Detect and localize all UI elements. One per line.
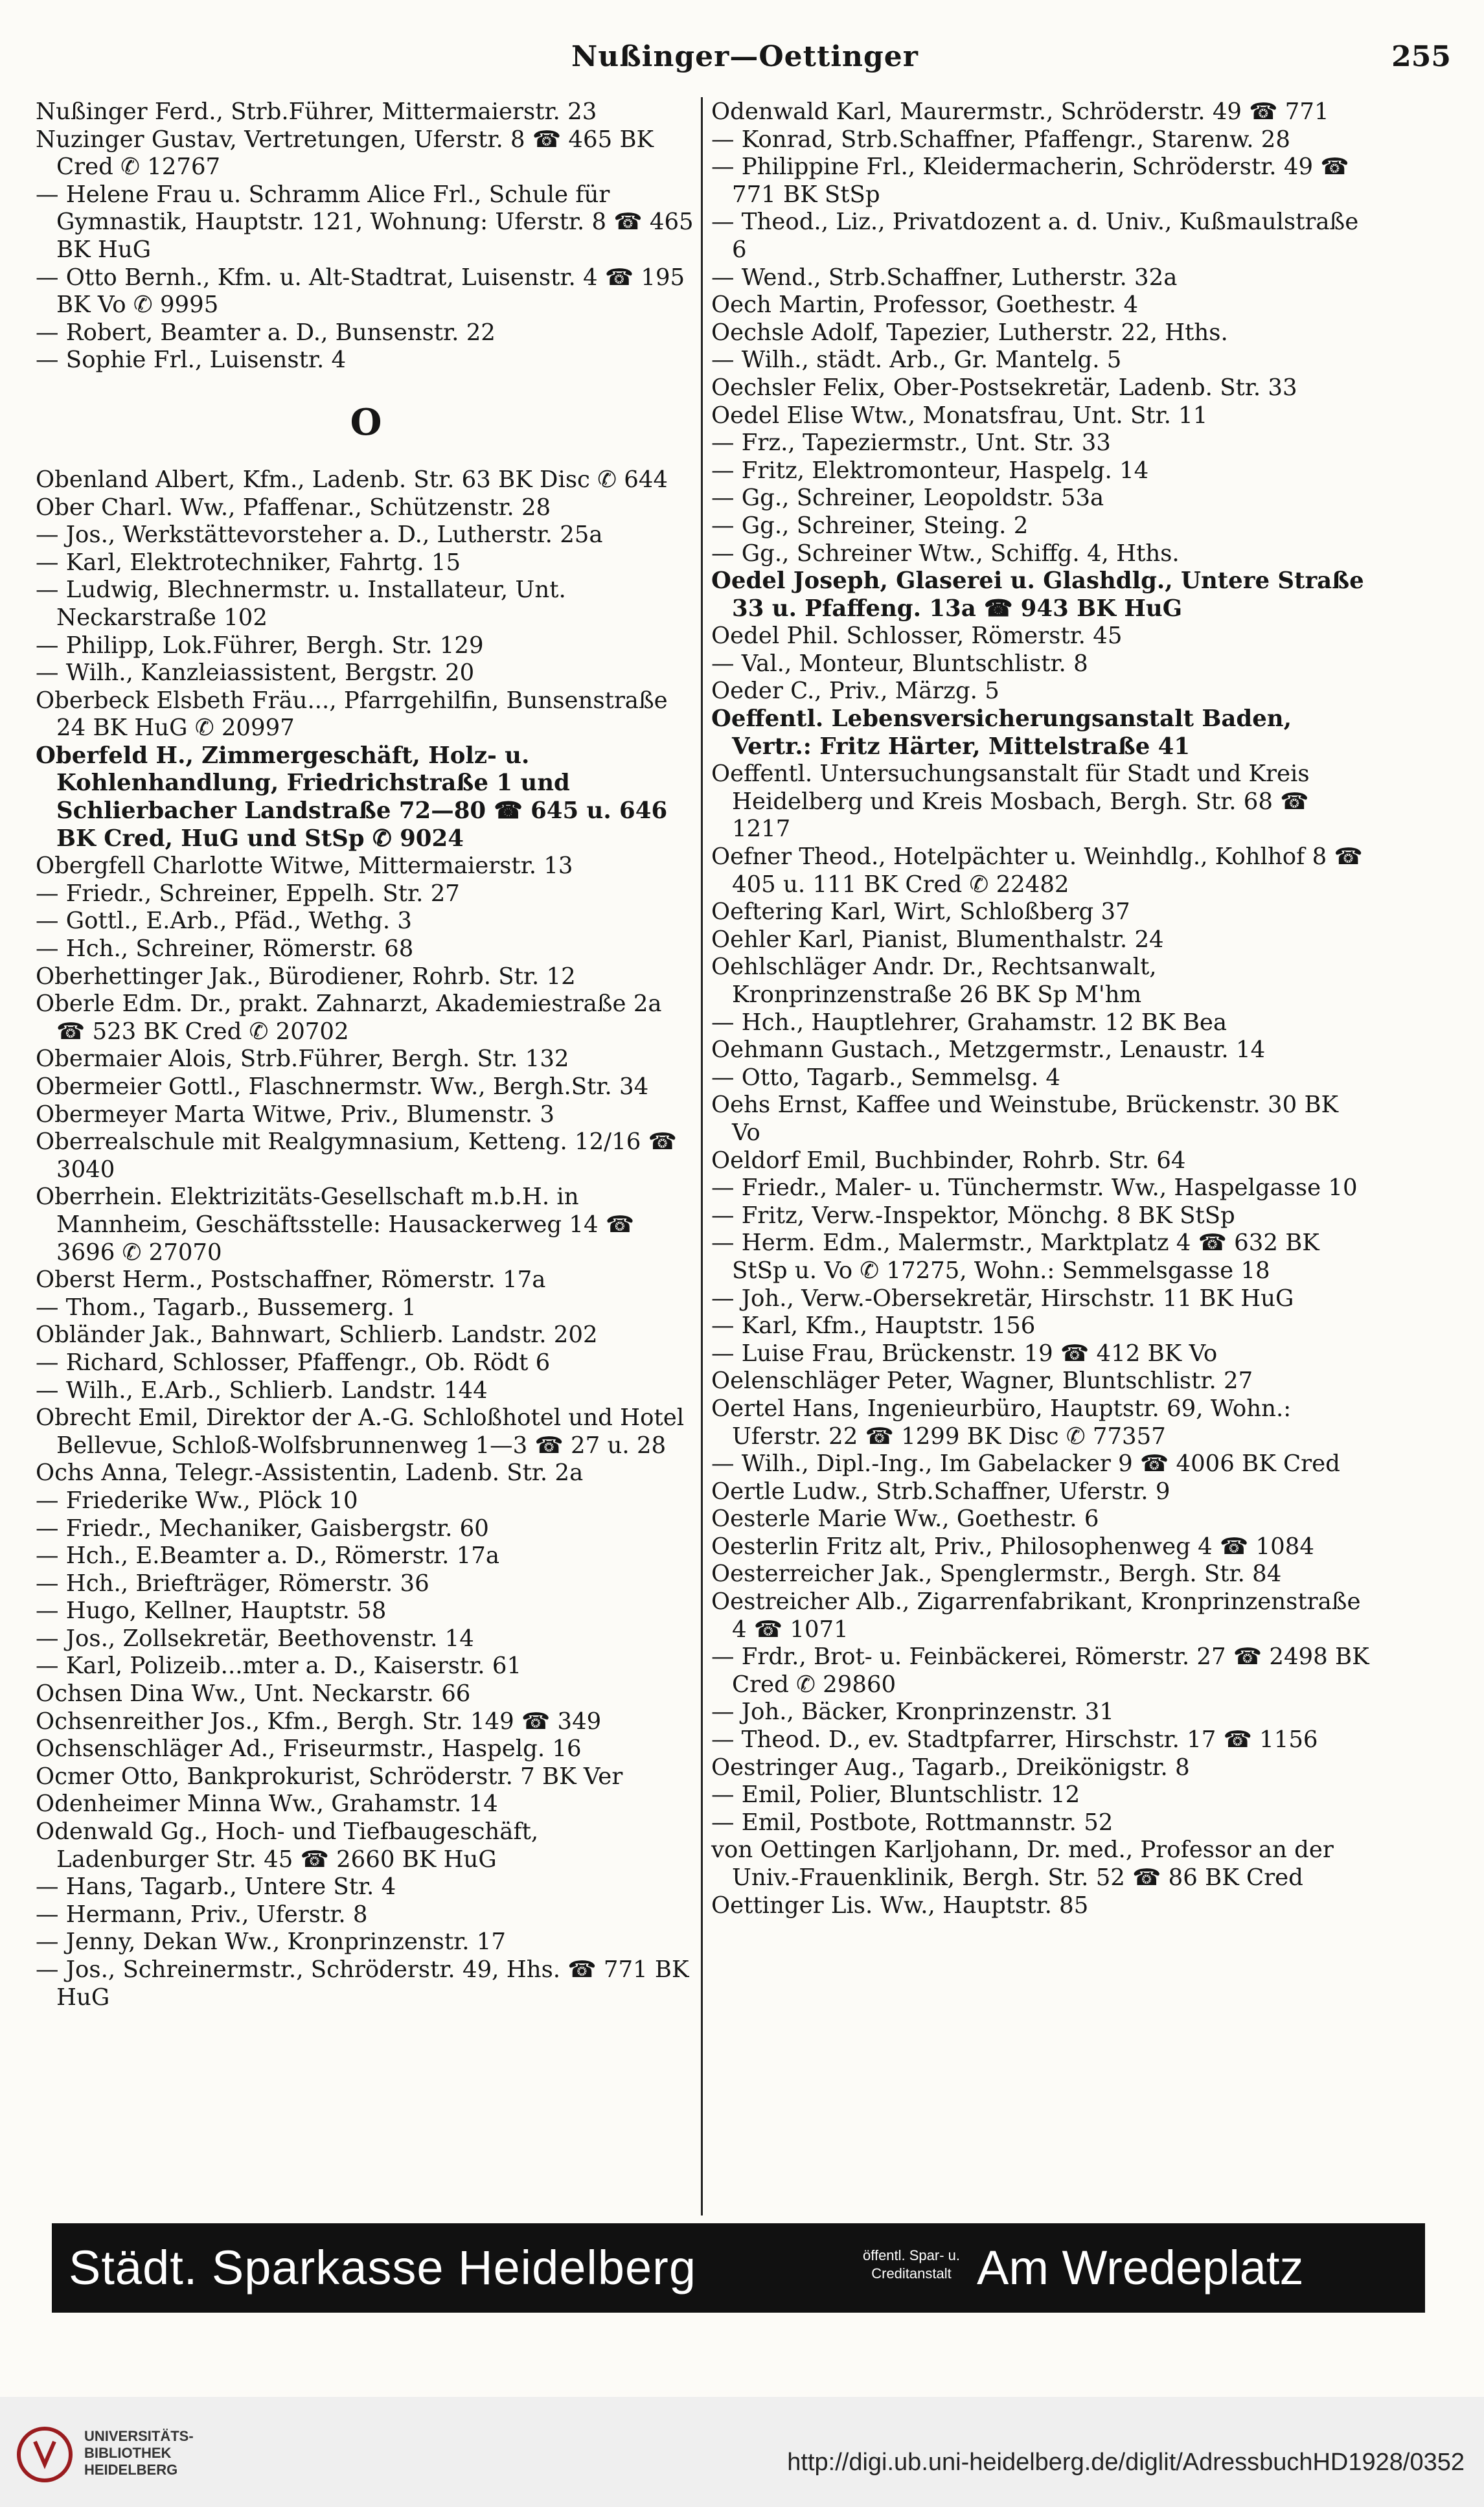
library-name: [84, 2428, 194, 2478]
directory-entry: Oertel Hans, Ingenieurbüro, Hauptstr. 69, Wohn.: Uferstr. 22 ☎ 1299 BK Disc ✆ 77357: [711, 1395, 1292, 1450]
directory-entry: Obländer Jak., Bahnwart, Schlierb. Landstr. 202: [36, 1322, 598, 1349]
directory-entry: Oberle Edm. Dr., prakt. Zahnarzt, Akademiestraße 2a ☎ 523 BK Cred ✆ 20702: [36, 990, 662, 1045]
directory-entry: — Emil, Postbote, Rottmannstr. 52: [711, 1809, 1113, 1836]
directory-entry: Oehs Ernst, Kaffee und Weinstube, Brückenstr. 30 BK Vo: [711, 1092, 1339, 1146]
directory-entry: Ober Charl. Ww., Pfaffenar., Schützenstr. 28: [36, 494, 551, 521]
directory-entry: — Hugo, Kellner, Hauptstr. 58: [36, 1597, 387, 1625]
directory-entry: — Konrad, Strb.Schaffner, Pfaffengr., Starenw. 28: [711, 126, 1290, 153]
university-seal-icon: [16, 2425, 74, 2484]
directory-entry: — Helene Frau u. Schramm Alice Frl., Schule für Gymnastik, Hauptstr. 121, Wohnung: Uferstr. 8 ☎ 465 BK HuG: [36, 181, 694, 263]
directory-entry: Ocmer Otto, Bankprokurist, Schröderstr. 7 BK Ver: [36, 1763, 623, 1790]
directory-entry: Oberhettinger Jak., Bürodiener, Rohrb. Str. 12: [36, 963, 576, 990]
directory-entry: — Wilh., E.Arb., Schlierb. Landstr. 144: [36, 1377, 488, 1404]
directory-entry: — Sophie Frl., Luisenstr. 4: [36, 347, 347, 374]
directory-entry: — Karl, Elektrotechniker, Fahrtg. 15: [36, 549, 461, 576]
directory-entry: Oechsler Felix, Ober-Postsekretär, Ladenb. Str. 33: [711, 374, 1297, 401]
directory-entry: Obergfell Charlotte Witwe, Mittermaierstr. 13: [36, 853, 573, 880]
directory-entry: — Gg., Schreiner Wtw., Schiffg. 4, Hths.: [711, 540, 1180, 567]
directory-entry: — Wilh., städt. Arb., Gr. Mantelg. 5: [711, 347, 1122, 374]
directory-entry: — Gg., Schreiner, Leopoldstr. 53a: [711, 485, 1104, 512]
directory-entry: von Oettingen Karljohann, Dr. med., Professor an der Univ.-Frauenklinik, Bergh. Str. 52 ☎ 86 BK Cred: [711, 1837, 1334, 1891]
directory-entry: — Wilh., Dipl.-Ing., Im Gabelacker 9 ☎ 4006 BK Cred: [711, 1450, 1340, 1478]
directory-entry: — Philippine Frl., Kleidermacherin, Schröderstr. 49 ☎ 771 BK StSp: [711, 154, 1349, 208]
directory-entry: — Philipp, Lok.Führer, Bergh. Str. 129: [36, 632, 484, 659]
directory-entry: Oefner Theod., Hotelpächter u. Weinhdlg., Kohlhof 8 ☎ 405 u. 111 BK Cred ✆ 22482: [711, 843, 1363, 898]
directory-entry: Oech Martin, Professor, Goethestr. 4: [711, 292, 1139, 319]
directory-entry: — Friederike Ww., Plöck 10: [36, 1487, 358, 1514]
directory-entry: — Joh., Verw.-Obersekretär, Hirschstr. 11 BK HuG: [711, 1285, 1294, 1312]
directory-entry: Obermeier Gottl., Flaschnermstr. Ww., Bergh.Str. 34: [36, 1073, 649, 1100]
source-url-link[interactable]: http://digi.ub.uni-heidelberg.de/diglit/AdressbuchHD1928/0352: [787, 2449, 1465, 2476]
directory-entry: — Hch., E.Beamter a. D., Römerstr. 17a: [36, 1542, 499, 1570]
directory-entry: Ochsen Dina Ww., Unt. Neckarstr. 66: [36, 1680, 471, 1708]
directory-entry: — Val., Monteur, Bluntschlistr. 8: [711, 650, 1088, 677]
directory-entry: Oberrhein. Elektrizitäts-Gesellschaft m.b.H. in Mannheim, Geschäftsstelle: Hausackerweg 14 ☎ 3696 ✆ 27070: [36, 1184, 635, 1266]
directory-entry: Oehlschläger Andr. Dr., Rechtsanwalt, Kronprinzenstraße 26 BK Sp M'hm: [711, 954, 1157, 1008]
digitization-footer: [0, 2397, 1484, 2507]
directory-entry: — Frdr., Brot- u. Feinbäckerei, Römerstr. 27 ☎ 2498 BK Cred ✆ 29860: [711, 1643, 1369, 1698]
directory-entry: Oeder C., Priv., Märzg. 5: [711, 678, 999, 705]
banner-subtitle-line: öffentl. Spar- u.: [863, 2247, 961, 2263]
directory-entry: — Emil, Polier, Bluntschlistr. 12: [711, 1781, 1080, 1809]
directory-entry: Odenheimer Minna Ww., Grahamstr. 14: [36, 1791, 498, 1818]
directory-entry: Oeffentl. Lebensversicherungsanstalt Baden, Vertr.: Fritz Härter, Mittelstraße 41: [711, 705, 1292, 760]
directory-entry: — Otto Bernh., Kfm. u. Alt-Stadtrat, Luisenstr. 4 ☎ 195 BK Vo ✆ 9995: [36, 264, 685, 319]
directory-entry: Obermaier Alois, Strb.Führer, Bergh. Str. 132: [36, 1046, 569, 1073]
directory-entry: — Jos., Zollsekretär, Beethovenstr. 14: [36, 1625, 474, 1652]
directory-entry: Obermeyer Marta Witwe, Priv., Blumenstr. 3: [36, 1101, 554, 1128]
banner-subtitle-line: Creditanstalt: [871, 2265, 952, 2282]
banner-address: Am Wredeplatz: [977, 2241, 1304, 2295]
directory-entry: Oeldorf Emil, Buchbinder, Rohrb. Str. 64: [711, 1147, 1186, 1174]
directory-entry: Oedel Joseph, Glaserei u. Glashdlg., Untere Straße 33 u. Pfaffeng. 13a ☎ 943 BK HuG: [711, 567, 1364, 622]
directory-entry: — Jenny, Dekan Ww., Kronprinzenstr. 17: [36, 1929, 506, 1956]
directory-entry: Oettinger Lis. Ww., Hauptstr. 85: [711, 1892, 1089, 1919]
directory-entry: — Richard, Schlosser, Pfaffengr., Ob. Rödt 6: [36, 1349, 551, 1376]
directory-entry: — Friedr., Maler- u. Tünchermstr. Ww., Haspelgasse 10: [711, 1174, 1358, 1202]
column-divider: [701, 97, 703, 2215]
directory-entry: Oeffentl. Untersuchungsanstalt für Stadt und Kreis Heidelberg und Kreis Mosbach, Bergh. Str. 68 ☎ 1217: [711, 761, 1310, 843]
directory-entry: Ochsenschläger Ad., Friseurmstr., Haspelg. 16: [36, 1735, 582, 1763]
directory-entry: — Karl, Kfm., Hauptstr. 156: [711, 1312, 1036, 1340]
directory-entry: Oertle Ludw., Strb.Schaffner, Uferstr. 9: [711, 1478, 1170, 1505]
directory-entry: — Gottl., E.Arb., Pfäd., Wethg. 3: [36, 908, 413, 935]
directory-entry: — Gg., Schreiner, Steing. 2: [711, 512, 1029, 539]
directory-entry: Oestreicher Alb., Zigarrenfabrikant, Kronprinzenstraße 4 ☎ 1071: [711, 1588, 1361, 1643]
directory-entry: Ochsenreither Jos., Kfm., Bergh. Str. 149 ☎ 349: [36, 1708, 602, 1735]
directory-entry: — Friedr., Schreiner, Eppelh. Str. 27: [36, 880, 460, 907]
right-column: [711, 98, 1372, 1919]
page-header: [39, 40, 1451, 86]
directory-entry: — Wilh., Kanzleiassistent, Bergstr. 20: [36, 659, 475, 687]
directory-entry: — Frz., Tapeziermstr., Unt. Str. 33: [711, 429, 1111, 457]
directory-entry: — Jos., Werkstättevorsteher a. D., Lutherstr. 25a: [36, 521, 603, 549]
directory-entry: — Wend., Strb.Schaffner, Lutherstr. 32a: [711, 264, 1178, 291]
directory-entry: Oedel Elise Wtw., Monatsfrau, Unt. Str. 11: [711, 402, 1208, 429]
directory-entry: — Fritz, Elektromonteur, Haspelg. 14: [711, 457, 1149, 484]
library-name-line: HEIDELBERG: [84, 2462, 178, 2478]
directory-entry: Oeftering Karl, Wirt, Schloßberg 37: [711, 899, 1130, 926]
directory-entry: — Herm. Edm., Malermstr., Marktplatz 4 ☎ 632 BK StSp u. Vo ✆ 17275, Wohn.: Semmelsgasse 18: [711, 1230, 1319, 1284]
directory-entry: — Joh., Bäcker, Kronprinzenstr. 31: [711, 1699, 1114, 1726]
page-number: 255: [1391, 40, 1451, 73]
directory-entry: — Otto, Tagarb., Semmelsg. 4: [711, 1064, 1061, 1091]
directory-entry: Odenwald Gg., Hoch- und Tiefbaugeschäft, Ladenburger Str. 45 ☎ 2660 BK HuG: [36, 1818, 539, 1873]
directory-entry: Nußinger Ferd., Strb.Führer, Mittermaierstr. 23: [36, 98, 597, 125]
banner-subtitle: [863, 2247, 960, 2283]
directory-entry: — Fritz, Verw.-Inspektor, Mönchg. 8 BK StSp: [711, 1202, 1235, 1229]
library-name-line: UNIVERSITÄTS-: [84, 2428, 194, 2444]
directory-entry: Oelenschläger Peter, Wagner, Bluntschlistr. 27: [711, 1368, 1253, 1395]
directory-entry: Oberst Herm., Postschaffner, Römerstr. 17a: [36, 1266, 546, 1294]
library-name-line: BIBLIOTHEK: [84, 2445, 172, 2461]
directory-entry: — Ludwig, Blechnermstr. u. Installateur, Unt. Neckarstraße 102: [36, 577, 566, 631]
directory-entry: Oberbeck Elsbeth Fräu..., Pfarrgehilfin, Bunsenstraße 24 BK HuG ✆ 20997: [36, 687, 668, 742]
directory-entry: Oestringer Aug., Tagarb., Dreikönigstr. 8: [711, 1754, 1190, 1781]
directory-entry: Oehmann Gustach., Metzgermstr., Lenaustr. 14: [711, 1036, 1266, 1064]
directory-entry: — Theod. D., ev. Stadtpfarrer, Hirschstr. 17 ☎ 1156: [711, 1726, 1318, 1754]
directory-entry: Ochs Anna, Telegr.-Assistentin, Ladenb. Str. 2a: [36, 1460, 584, 1487]
sparkasse-advertisement-banner: [52, 2223, 1425, 2313]
directory-entry: — Robert, Beamter a. D., Bunsenstr. 22: [36, 319, 496, 346]
directory-entry: Nuzinger Gustav, Vertretungen, Uferstr. 8 ☎ 465 BK Cred ✆ 12767: [36, 126, 654, 181]
directory-entry: — Hch., Briefträger, Römerstr. 36: [36, 1570, 429, 1597]
directory-entry: — Hch., Schreiner, Römerstr. 68: [36, 935, 414, 963]
directory-entry: — Luise Frau, Brückenstr. 19 ☎ 412 BK Vo: [711, 1340, 1218, 1367]
directory-entry: — Hans, Tagarb., Untere Str. 4: [36, 1873, 396, 1901]
page-title: Nußinger—Oettinger: [571, 40, 919, 73]
directory-entry: Oesterreicher Jak., Spenglermstr., Bergh. Str. 84: [711, 1561, 1282, 1588]
section-letter-heading: O: [350, 400, 382, 444]
directory-entry: Obrecht Emil, Direktor der A.-G. Schloßhotel und Hotel Bellevue, Schloß-Wolfsbrunnenweg 1—3 ☎ 27 u. 28: [36, 1404, 685, 1459]
directory-entry: Oesterle Marie Ww., Goethestr. 6: [711, 1505, 1099, 1533]
banner-bank-name: Städt. Sparkasse Heidelberg: [69, 2241, 696, 2295]
directory-entry: Oesterlin Fritz alt, Priv., Philosophenweg 4 ☎ 1084: [711, 1533, 1314, 1560]
directory-entry: — Jos., Schreinermstr., Schröderstr. 49, Hhs. ☎ 771 BK HuG: [36, 1956, 689, 2011]
directory-entry: Oberrealschule mit Realgymnasium, Ketteng. 12/16 ☎ 3040: [36, 1128, 677, 1183]
directory-entry: — Hermann, Priv., Uferstr. 8: [36, 1901, 368, 1928]
directory-entry: Obenland Albert, Kfm., Ladenb. Str. 63 BK Disc ✆ 644: [36, 466, 668, 493]
directory-entry: Oehler Karl, Pianist, Blumenthalstr. 24: [711, 926, 1164, 953]
directory-entry: — Karl, Polizeib...mter a. D., Kaiserstr. 61: [36, 1653, 522, 1680]
directory-entry: Oberfeld H., Zimmergeschäft, Holz- u. Kohlenhandlung, Friedrichstraße 1 und Schlierbacher Landstraße 72—80 ☎ 645 u. 646 BK Cred, HuG und StSp ✆ 9024: [36, 742, 668, 852]
directory-entry: Oedel Phil. Schlosser, Römerstr. 45: [711, 623, 1123, 650]
directory-entry: Odenwald Karl, Maurermstr., Schröderstr. 49 ☎ 771: [711, 98, 1329, 125]
left-column: [36, 98, 696, 2011]
directory-entry: — Friedr., Mechaniker, Gaisbergstr. 60: [36, 1515, 489, 1542]
directory-entry: Oechsle Adolf, Tapezier, Lutherstr. 22, Hths.: [711, 319, 1228, 346]
directory-entry: — Hch., Hauptlehrer, Grahamstr. 12 BK Bea: [711, 1009, 1227, 1036]
directory-entry: — Theod., Liz., Privatdozent a. d. Univ., Kußmaulstraße 6: [711, 209, 1359, 263]
directory-entry: — Thom., Tagarb., Bussemerg. 1: [36, 1294, 417, 1321]
